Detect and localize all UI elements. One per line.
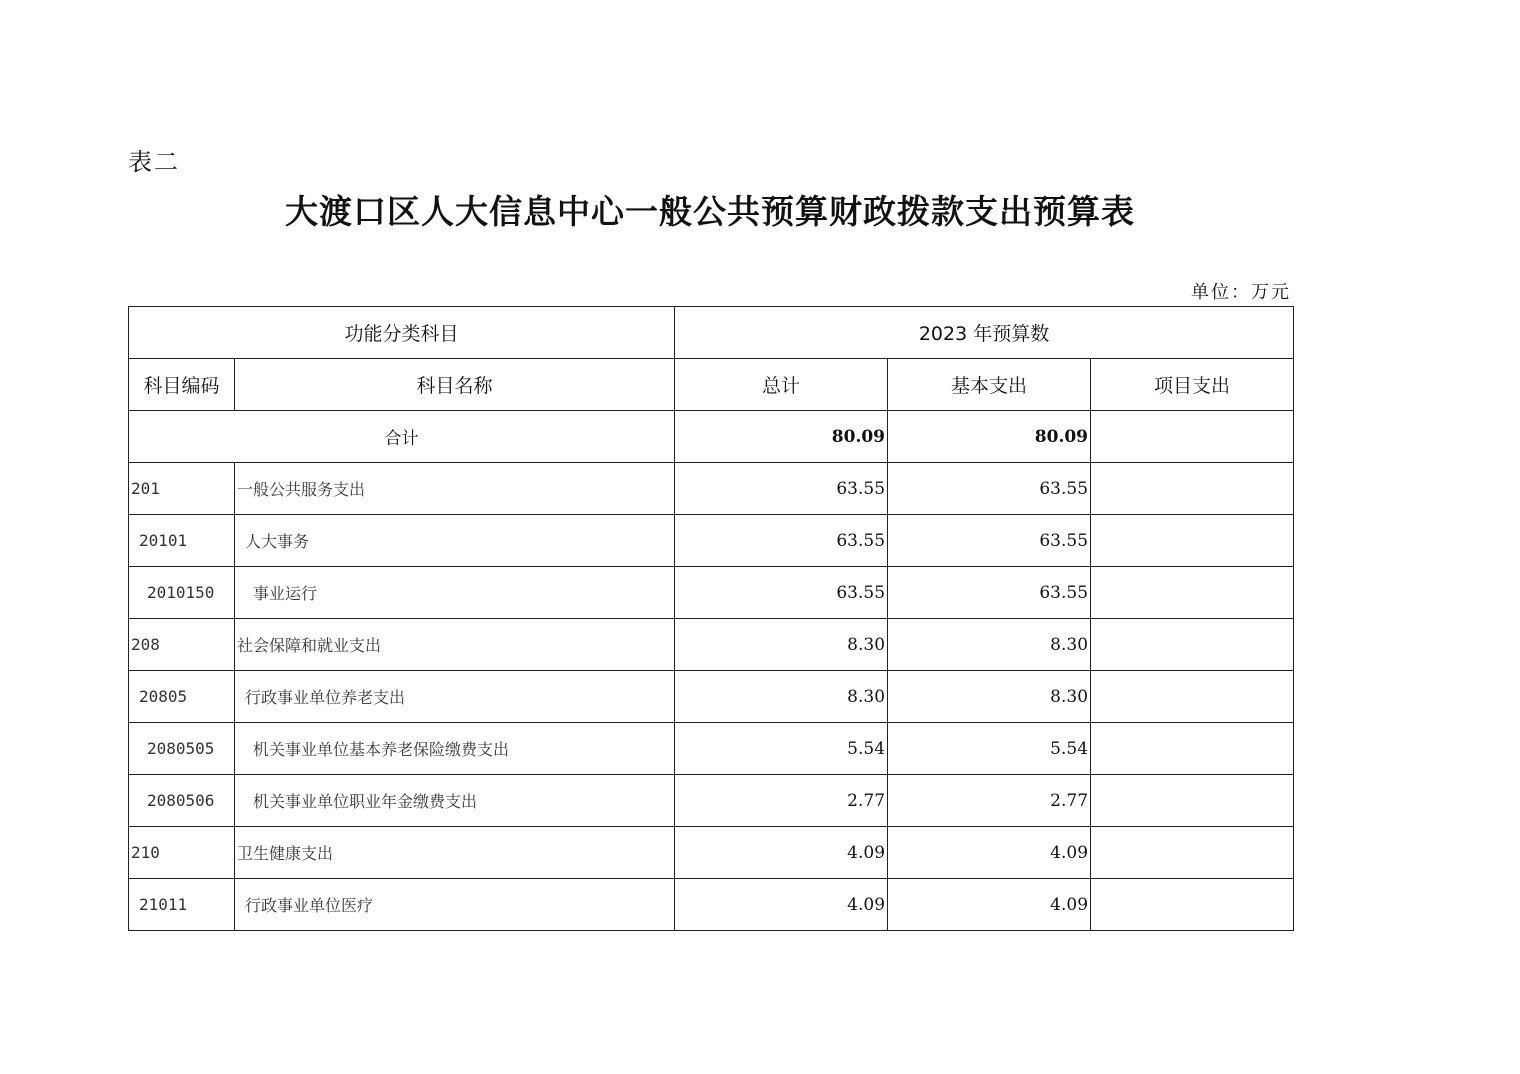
header-column-row — [129, 359, 1294, 411]
row-name: 一般公共服务支出 — [235, 463, 675, 515]
row-code: 201 — [129, 463, 235, 515]
row-total: 63.55 — [675, 567, 888, 619]
row-basic: 63.55 — [888, 515, 1091, 567]
total-label: 合计 — [129, 411, 675, 463]
row-basic: 63.55 — [888, 463, 1091, 515]
total-project — [1091, 411, 1294, 463]
total-row — [129, 411, 1294, 463]
row-code: 21011 — [129, 879, 235, 931]
header-code: 科目编码 — [129, 359, 235, 411]
table-row — [129, 567, 1294, 619]
header-total: 总计 — [675, 359, 888, 411]
row-basic: 63.55 — [888, 567, 1091, 619]
table-row — [129, 619, 1294, 671]
header-budget-year: 2023 年预算数 — [675, 307, 1294, 359]
row-code: 2080505 — [129, 723, 235, 775]
row-code: 2010150 — [129, 567, 235, 619]
row-total: 63.55 — [675, 515, 888, 567]
row-project — [1091, 775, 1294, 827]
header-name: 科目名称 — [235, 359, 675, 411]
row-basic: 8.30 — [888, 671, 1091, 723]
row-project — [1091, 723, 1294, 775]
row-name: 社会保障和就业支出 — [235, 619, 675, 671]
row-project — [1091, 671, 1294, 723]
row-basic: 4.09 — [888, 827, 1091, 879]
total-total: 80.09 — [675, 411, 888, 463]
row-basic: 8.30 — [888, 619, 1091, 671]
row-code: 210 — [129, 827, 235, 879]
row-code: 20101 — [129, 515, 235, 567]
row-name: 机关事业单位基本养老保险缴费支出 — [235, 723, 675, 775]
table-row — [129, 827, 1294, 879]
row-project — [1091, 567, 1294, 619]
row-name: 机关事业单位职业年金缴费支出 — [235, 775, 675, 827]
row-basic: 2.77 — [888, 775, 1091, 827]
table-row — [129, 463, 1294, 515]
row-project — [1091, 463, 1294, 515]
row-name: 行政事业单位医疗 — [235, 879, 675, 931]
budget-table — [128, 306, 1294, 931]
row-basic: 4.09 — [888, 879, 1091, 931]
table-row — [129, 723, 1294, 775]
row-name: 事业运行 — [235, 567, 675, 619]
table-label: 表二 — [128, 148, 180, 176]
row-project — [1091, 827, 1294, 879]
row-total: 4.09 — [675, 879, 888, 931]
row-total: 2.77 — [675, 775, 888, 827]
row-basic: 5.54 — [888, 723, 1091, 775]
row-code: 20805 — [129, 671, 235, 723]
table-row — [129, 671, 1294, 723]
row-name: 行政事业单位养老支出 — [235, 671, 675, 723]
row-name: 卫生健康支出 — [235, 827, 675, 879]
total-basic: 80.09 — [888, 411, 1091, 463]
row-total: 4.09 — [675, 827, 888, 879]
document-title: 大渡口区人大信息中心一般公共预算财政拨款支出预算表 — [285, 192, 1135, 231]
row-name: 人大事务 — [235, 515, 675, 567]
table-row — [129, 515, 1294, 567]
header-group-row — [129, 307, 1294, 359]
row-total: 63.55 — [675, 463, 888, 515]
header-basic: 基本支出 — [888, 359, 1091, 411]
row-code: 2080506 — [129, 775, 235, 827]
unit-label: 单位：万元 — [1191, 282, 1291, 303]
header-func-category: 功能分类科目 — [129, 307, 675, 359]
row-project — [1091, 515, 1294, 567]
row-project — [1091, 619, 1294, 671]
table-row — [129, 775, 1294, 827]
row-total: 8.30 — [675, 619, 888, 671]
row-code: 208 — [129, 619, 235, 671]
row-total: 8.30 — [675, 671, 888, 723]
row-project — [1091, 879, 1294, 931]
row-total: 5.54 — [675, 723, 888, 775]
header-project: 项目支出 — [1091, 359, 1294, 411]
table-row — [129, 879, 1294, 931]
